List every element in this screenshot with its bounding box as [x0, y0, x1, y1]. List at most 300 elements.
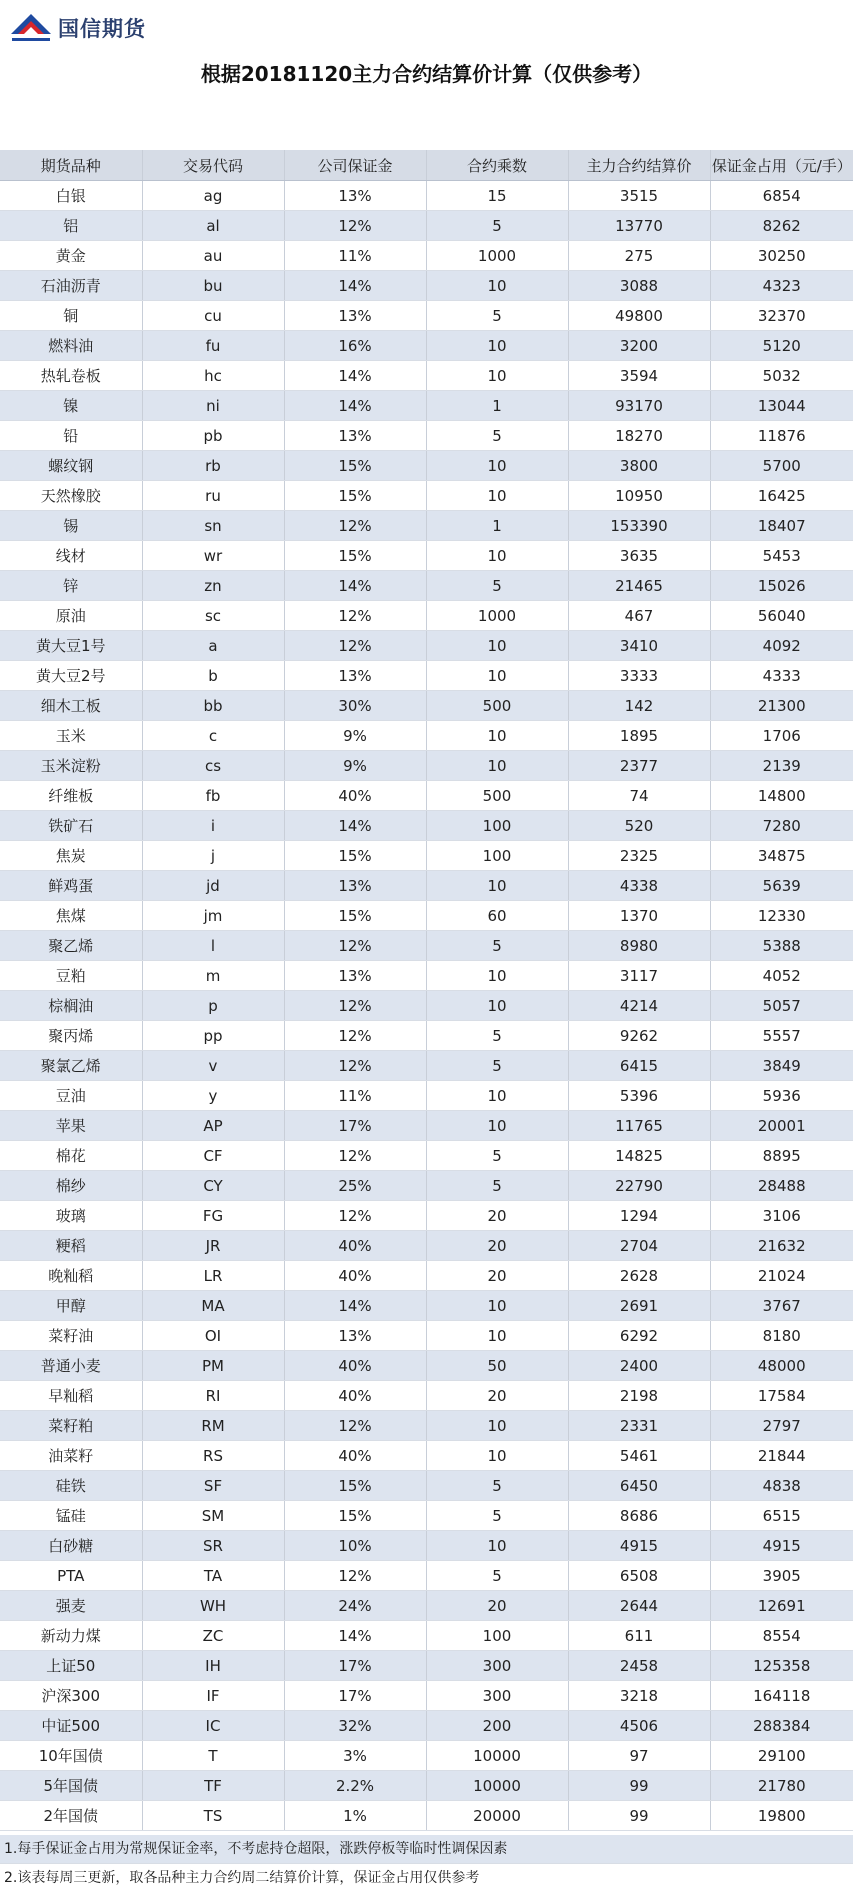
cell-variety: 棉花 — [0, 1141, 142, 1171]
cell-margin-per-lot: 5557 — [710, 1021, 853, 1051]
cell-multiplier: 5 — [426, 1021, 568, 1051]
cell-margin-per-lot: 4323 — [710, 271, 853, 301]
cell-variety: 甲醇 — [0, 1291, 142, 1321]
cell-variety: 锰硅 — [0, 1501, 142, 1531]
cell-margin-per-lot: 32370 — [710, 301, 853, 331]
cell-margin-rate: 3% — [284, 1741, 426, 1771]
cell-variety: 石油沥青 — [0, 271, 142, 301]
cell-margin-per-lot: 2797 — [710, 1411, 853, 1441]
cell-margin-per-lot: 8554 — [710, 1621, 853, 1651]
cell-margin-per-lot: 5700 — [710, 451, 853, 481]
cell-settle-price: 99 — [568, 1771, 710, 1801]
cell-margin-rate: 13% — [284, 181, 426, 211]
cell-code: bu — [142, 271, 284, 301]
cell-margin-rate: 13% — [284, 421, 426, 451]
cell-settle-price: 3515 — [568, 181, 710, 211]
table-row — [0, 1681, 853, 1711]
cell-settle-price: 11765 — [568, 1111, 710, 1141]
table-body — [0, 181, 853, 1831]
cell-margin-per-lot: 8895 — [710, 1141, 853, 1171]
cell-settle-price: 5396 — [568, 1081, 710, 1111]
cell-margin-rate: 14% — [284, 361, 426, 391]
cell-variety: 玉米淀粉 — [0, 751, 142, 781]
cell-margin-rate: 15% — [284, 451, 426, 481]
cell-margin-rate: 15% — [284, 1471, 426, 1501]
cell-code: pb — [142, 421, 284, 451]
table-row — [0, 1051, 853, 1081]
cell-margin-rate: 13% — [284, 301, 426, 331]
table-row — [0, 1081, 853, 1111]
cell-code: CY — [142, 1171, 284, 1201]
cell-multiplier: 200 — [426, 1711, 568, 1741]
cell-multiplier: 20 — [426, 1591, 568, 1621]
cell-margin-per-lot: 15026 — [710, 571, 853, 601]
cell-code: hc — [142, 361, 284, 391]
cell-multiplier: 20 — [426, 1261, 568, 1291]
cell-variety: 原油 — [0, 601, 142, 631]
table-header — [0, 150, 853, 181]
cell-margin-rate: 13% — [284, 661, 426, 691]
footnote-1: 1.每手保证金占用为常规保证金率，不考虑持仓超限，涨跌停板等临时性调保因素 — [0, 1835, 853, 1863]
cell-variety: 焦炭 — [0, 841, 142, 871]
cell-code: SR — [142, 1531, 284, 1561]
cell-settle-price: 49800 — [568, 301, 710, 331]
cell-code: LR — [142, 1261, 284, 1291]
cell-code: RS — [142, 1441, 284, 1471]
cell-variety: 玻璃 — [0, 1201, 142, 1231]
cell-margin-rate: 12% — [284, 991, 426, 1021]
cell-margin-per-lot: 4092 — [710, 631, 853, 661]
cell-settle-price: 2400 — [568, 1351, 710, 1381]
cell-multiplier: 10 — [426, 1441, 568, 1471]
cell-multiplier: 10 — [426, 1321, 568, 1351]
cell-variety: 棕榈油 — [0, 991, 142, 1021]
cell-margin-per-lot: 18407 — [710, 511, 853, 541]
column-header-settle-price: 主力合约结算价 — [568, 150, 710, 181]
cell-variety: 菜籽粕 — [0, 1411, 142, 1441]
cell-multiplier: 1000 — [426, 601, 568, 631]
cell-margin-per-lot: 5032 — [710, 361, 853, 391]
cell-variety: 5年国债 — [0, 1771, 142, 1801]
cell-margin-rate: 14% — [284, 811, 426, 841]
cell-margin-rate: 15% — [284, 541, 426, 571]
cell-settle-price: 153390 — [568, 511, 710, 541]
cell-settle-price: 3117 — [568, 961, 710, 991]
cell-margin-per-lot: 12691 — [710, 1591, 853, 1621]
cell-code: AP — [142, 1111, 284, 1141]
cell-multiplier: 500 — [426, 781, 568, 811]
cell-margin-per-lot: 4333 — [710, 661, 853, 691]
cell-code: zn — [142, 571, 284, 601]
cell-margin-per-lot: 8180 — [710, 1321, 853, 1351]
cell-variety: 细木工板 — [0, 691, 142, 721]
cell-variety: 白银 — [0, 181, 142, 211]
cell-margin-rate: 17% — [284, 1681, 426, 1711]
cell-margin-per-lot: 4915 — [710, 1531, 853, 1561]
cell-variety: 早籼稻 — [0, 1381, 142, 1411]
table-row — [0, 991, 853, 1021]
margin-table — [0, 150, 853, 1831]
cell-variety: 天然橡胶 — [0, 481, 142, 511]
cell-margin-per-lot: 34875 — [710, 841, 853, 871]
table-row — [0, 481, 853, 511]
cell-settle-price: 3635 — [568, 541, 710, 571]
cell-variety: 聚丙烯 — [0, 1021, 142, 1051]
cell-multiplier: 10 — [426, 1111, 568, 1141]
table-row — [0, 1351, 853, 1381]
cell-margin-rate: 13% — [284, 1321, 426, 1351]
cell-code: IF — [142, 1681, 284, 1711]
cell-code: jd — [142, 871, 284, 901]
cell-settle-price: 4915 — [568, 1531, 710, 1561]
cell-margin-per-lot: 1706 — [710, 721, 853, 751]
cell-variety: 聚氯乙烯 — [0, 1051, 142, 1081]
table-row — [0, 1291, 853, 1321]
cell-margin-rate: 32% — [284, 1711, 426, 1741]
cell-settle-price: 3218 — [568, 1681, 710, 1711]
footnotes — [0, 1835, 853, 1892]
cell-margin-rate: 12% — [284, 1411, 426, 1441]
cell-settle-price: 21465 — [568, 571, 710, 601]
table-row — [0, 181, 853, 211]
cell-settle-price: 5461 — [568, 1441, 710, 1471]
cell-margin-rate: 17% — [284, 1651, 426, 1681]
cell-variety: 棉纱 — [0, 1171, 142, 1201]
cell-margin-rate: 12% — [284, 601, 426, 631]
cell-margin-rate: 12% — [284, 1201, 426, 1231]
cell-code: y — [142, 1081, 284, 1111]
cell-margin-rate: 25% — [284, 1171, 426, 1201]
cell-multiplier: 10 — [426, 1411, 568, 1441]
cell-code: fu — [142, 331, 284, 361]
cell-code: PM — [142, 1351, 284, 1381]
cell-code: au — [142, 241, 284, 271]
cell-variety: 焦煤 — [0, 901, 142, 931]
table-row — [0, 301, 853, 331]
cell-margin-per-lot: 3905 — [710, 1561, 853, 1591]
cell-variety: 上证50 — [0, 1651, 142, 1681]
brand-logo — [8, 8, 146, 48]
cell-margin-per-lot: 4838 — [710, 1471, 853, 1501]
cell-settle-price: 6415 — [568, 1051, 710, 1081]
cell-settle-price: 99 — [568, 1801, 710, 1831]
cell-multiplier: 10 — [426, 1531, 568, 1561]
table-row — [0, 1741, 853, 1771]
cell-variety: 铜 — [0, 301, 142, 331]
column-header-code: 交易代码 — [142, 150, 284, 181]
cell-variety: 镍 — [0, 391, 142, 421]
cell-code: c — [142, 721, 284, 751]
cell-variety: 菜籽油 — [0, 1321, 142, 1351]
cell-variety: 玉米 — [0, 721, 142, 751]
cell-margin-per-lot: 3767 — [710, 1291, 853, 1321]
cell-variety: PTA — [0, 1561, 142, 1591]
cell-code: IC — [142, 1711, 284, 1741]
cell-multiplier: 10 — [426, 661, 568, 691]
table-row — [0, 1021, 853, 1051]
cell-margin-per-lot: 3106 — [710, 1201, 853, 1231]
cell-multiplier: 1 — [426, 391, 568, 421]
cell-variety: 铝 — [0, 211, 142, 241]
cell-margin-rate: 14% — [284, 391, 426, 421]
cell-margin-rate: 15% — [284, 841, 426, 871]
table-row — [0, 1411, 853, 1441]
column-header-variety: 期货品种 — [0, 150, 142, 181]
table-row — [0, 1651, 853, 1681]
table-row — [0, 361, 853, 391]
cell-settle-price: 2458 — [568, 1651, 710, 1681]
cell-code: rb — [142, 451, 284, 481]
cell-variety: 10年国债 — [0, 1741, 142, 1771]
cell-variety: 沪深300 — [0, 1681, 142, 1711]
cell-multiplier: 10 — [426, 481, 568, 511]
cell-margin-per-lot: 21300 — [710, 691, 853, 721]
cell-code: b — [142, 661, 284, 691]
cell-settle-price: 6292 — [568, 1321, 710, 1351]
cell-settle-price: 2331 — [568, 1411, 710, 1441]
cell-margin-rate: 10% — [284, 1531, 426, 1561]
column-header-margin-rate: 公司保证金 — [284, 150, 426, 181]
cell-margin-per-lot: 13044 — [710, 391, 853, 421]
cell-margin-rate: 12% — [284, 931, 426, 961]
table-row — [0, 1441, 853, 1471]
cell-variety: 油菜籽 — [0, 1441, 142, 1471]
cell-code: sn — [142, 511, 284, 541]
cell-code: TF — [142, 1771, 284, 1801]
table-row — [0, 1141, 853, 1171]
table-row — [0, 961, 853, 991]
cell-multiplier: 20 — [426, 1381, 568, 1411]
cell-variety: 白砂糖 — [0, 1531, 142, 1561]
cell-margin-rate: 16% — [284, 331, 426, 361]
cell-margin-per-lot: 20001 — [710, 1111, 853, 1141]
cell-variety: 强麦 — [0, 1591, 142, 1621]
cell-margin-rate: 12% — [284, 1021, 426, 1051]
cell-margin-per-lot: 125358 — [710, 1651, 853, 1681]
table-row — [0, 781, 853, 811]
header-row — [0, 150, 853, 181]
table-row — [0, 721, 853, 751]
cell-variety: 锡 — [0, 511, 142, 541]
cell-settle-price: 2198 — [568, 1381, 710, 1411]
cell-settle-price: 6450 — [568, 1471, 710, 1501]
cell-margin-per-lot: 30250 — [710, 241, 853, 271]
cell-settle-price: 1294 — [568, 1201, 710, 1231]
cell-multiplier: 300 — [426, 1651, 568, 1681]
cell-code: CF — [142, 1141, 284, 1171]
cell-multiplier: 5 — [426, 1171, 568, 1201]
table-row — [0, 1621, 853, 1651]
cell-margin-per-lot: 19800 — [710, 1801, 853, 1831]
cell-code: ru — [142, 481, 284, 511]
cell-margin-rate: 40% — [284, 1231, 426, 1261]
cell-multiplier: 5 — [426, 421, 568, 451]
table-row — [0, 631, 853, 661]
table-row — [0, 661, 853, 691]
cell-settle-price: 3200 — [568, 331, 710, 361]
table-row — [0, 271, 853, 301]
cell-multiplier: 5 — [426, 1501, 568, 1531]
cell-variety: 铁矿石 — [0, 811, 142, 841]
cell-settle-price: 13770 — [568, 211, 710, 241]
cell-margin-per-lot: 28488 — [710, 1171, 853, 1201]
cell-code: SM — [142, 1501, 284, 1531]
cell-margin-rate: 40% — [284, 1441, 426, 1471]
cell-margin-per-lot: 48000 — [710, 1351, 853, 1381]
cell-variety: 鲜鸡蛋 — [0, 871, 142, 901]
cell-settle-price: 2628 — [568, 1261, 710, 1291]
page-title: 根据20181120主力合约结算价计算（仅供参考） — [200, 62, 653, 86]
table-row — [0, 1231, 853, 1261]
cell-multiplier: 5 — [426, 931, 568, 961]
cell-multiplier: 10 — [426, 871, 568, 901]
cell-margin-per-lot: 7280 — [710, 811, 853, 841]
cell-settle-price: 6508 — [568, 1561, 710, 1591]
table-row — [0, 391, 853, 421]
cell-variety: 豆油 — [0, 1081, 142, 1111]
table-row — [0, 1201, 853, 1231]
cell-variety: 晚籼稻 — [0, 1261, 142, 1291]
cell-variety: 线材 — [0, 541, 142, 571]
cell-multiplier: 20000 — [426, 1801, 568, 1831]
cell-margin-rate: 12% — [284, 631, 426, 661]
cell-settle-price: 1370 — [568, 901, 710, 931]
cell-multiplier: 1000 — [426, 241, 568, 271]
cell-margin-rate: 14% — [284, 1291, 426, 1321]
cell-variety: 黄大豆1号 — [0, 631, 142, 661]
cell-multiplier: 10 — [426, 361, 568, 391]
cell-settle-price: 3594 — [568, 361, 710, 391]
table-row — [0, 1711, 853, 1741]
cell-margin-per-lot: 5388 — [710, 931, 853, 961]
cell-margin-per-lot: 21844 — [710, 1441, 853, 1471]
cell-margin-rate: 13% — [284, 961, 426, 991]
cell-variety: 燃料油 — [0, 331, 142, 361]
cell-code: al — [142, 211, 284, 241]
table-row — [0, 1771, 853, 1801]
cell-code: RI — [142, 1381, 284, 1411]
cell-margin-per-lot: 5639 — [710, 871, 853, 901]
cell-settle-price: 275 — [568, 241, 710, 271]
cell-code: jm — [142, 901, 284, 931]
cell-multiplier: 500 — [426, 691, 568, 721]
table-row — [0, 421, 853, 451]
cell-code: TA — [142, 1561, 284, 1591]
cell-code: SF — [142, 1471, 284, 1501]
cell-code: bb — [142, 691, 284, 721]
cell-margin-rate: 9% — [284, 751, 426, 781]
cell-multiplier: 5 — [426, 1561, 568, 1591]
cell-settle-price: 2644 — [568, 1591, 710, 1621]
cell-margin-rate: 9% — [284, 721, 426, 751]
cell-multiplier: 20 — [426, 1231, 568, 1261]
cell-margin-per-lot: 164118 — [710, 1681, 853, 1711]
cell-margin-rate: 12% — [284, 1051, 426, 1081]
cell-settle-price: 93170 — [568, 391, 710, 421]
cell-margin-per-lot: 3849 — [710, 1051, 853, 1081]
cell-multiplier: 10 — [426, 961, 568, 991]
company-logo-icon — [8, 8, 54, 48]
cell-margin-rate: 15% — [284, 1501, 426, 1531]
table-row — [0, 541, 853, 571]
cell-settle-price: 9262 — [568, 1021, 710, 1051]
cell-code: IH — [142, 1651, 284, 1681]
cell-code: m — [142, 961, 284, 991]
table-row — [0, 1261, 853, 1291]
cell-variety: 粳稻 — [0, 1231, 142, 1261]
cell-margin-rate: 11% — [284, 241, 426, 271]
cell-margin-rate: 11% — [284, 1081, 426, 1111]
cell-margin-rate: 12% — [284, 1561, 426, 1591]
cell-margin-per-lot: 4052 — [710, 961, 853, 991]
cell-settle-price: 8686 — [568, 1501, 710, 1531]
cell-variety: 豆粕 — [0, 961, 142, 991]
cell-variety: 热轧卷板 — [0, 361, 142, 391]
cell-code: i — [142, 811, 284, 841]
cell-margin-per-lot: 21780 — [710, 1771, 853, 1801]
table-row — [0, 871, 853, 901]
cell-margin-rate: 12% — [284, 511, 426, 541]
cell-variety: 苹果 — [0, 1111, 142, 1141]
cell-variety: 中证500 — [0, 1711, 142, 1741]
cell-multiplier: 10 — [426, 331, 568, 361]
cell-margin-per-lot: 5057 — [710, 991, 853, 1021]
cell-multiplier: 15 — [426, 181, 568, 211]
table-row — [0, 901, 853, 931]
cell-margin-per-lot: 21024 — [710, 1261, 853, 1291]
cell-settle-price: 467 — [568, 601, 710, 631]
cell-multiplier: 10000 — [426, 1741, 568, 1771]
cell-margin-per-lot: 11876 — [710, 421, 853, 451]
table-row — [0, 1801, 853, 1831]
cell-margin-per-lot: 12330 — [710, 901, 853, 931]
table-row — [0, 451, 853, 481]
table-row — [0, 601, 853, 631]
table-row — [0, 1531, 853, 1561]
cell-multiplier: 5 — [426, 211, 568, 241]
margin-table-container — [0, 150, 853, 1831]
cell-margin-rate: 15% — [284, 481, 426, 511]
cell-code: MA — [142, 1291, 284, 1321]
cell-multiplier: 10 — [426, 751, 568, 781]
cell-code: v — [142, 1051, 284, 1081]
cell-code: JR — [142, 1231, 284, 1261]
table-row — [0, 1381, 853, 1411]
cell-multiplier: 300 — [426, 1681, 568, 1711]
cell-settle-price: 3410 — [568, 631, 710, 661]
cell-margin-rate: 24% — [284, 1591, 426, 1621]
cell-margin-rate: 14% — [284, 1621, 426, 1651]
footnote-2: 2.该表每周三更新，取各品种主力合约周二结算价计算，保证金占用仅供参考 — [0, 1863, 853, 1892]
cell-margin-per-lot: 6515 — [710, 1501, 853, 1531]
brand-name: 国信期货 — [58, 16, 146, 41]
cell-multiplier: 10000 — [426, 1771, 568, 1801]
cell-code: FG — [142, 1201, 284, 1231]
cell-margin-per-lot: 5120 — [710, 331, 853, 361]
cell-code: cs — [142, 751, 284, 781]
cell-multiplier: 10 — [426, 631, 568, 661]
cell-variety: 纤维板 — [0, 781, 142, 811]
cell-margin-rate: 30% — [284, 691, 426, 721]
table-row — [0, 1321, 853, 1351]
cell-margin-per-lot: 16425 — [710, 481, 853, 511]
cell-margin-per-lot: 17584 — [710, 1381, 853, 1411]
cell-code: j — [142, 841, 284, 871]
table-row — [0, 1561, 853, 1591]
cell-settle-price: 4506 — [568, 1711, 710, 1741]
table-row — [0, 931, 853, 961]
cell-variety: 普通小麦 — [0, 1351, 142, 1381]
